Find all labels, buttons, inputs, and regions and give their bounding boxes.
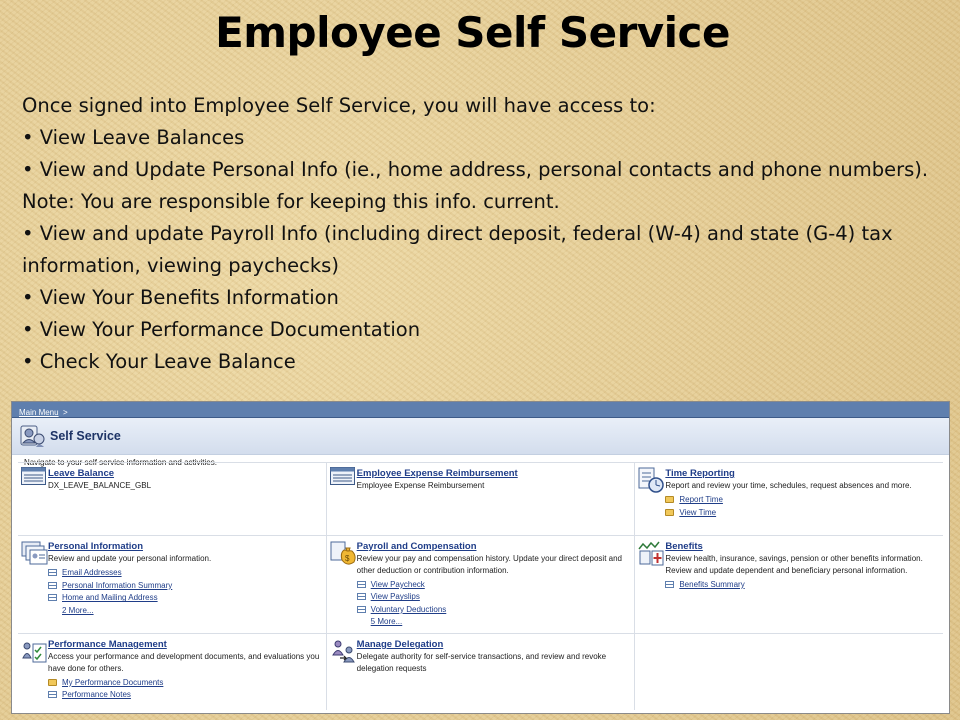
tile-description: Access your performance and development documents, and evaluations you have done for others. (48, 652, 320, 673)
tile-row (18, 462, 943, 535)
table-icon (21, 467, 46, 490)
tile-title-link[interactable]: Leave Balance (48, 468, 115, 479)
tile-links (665, 494, 940, 519)
tile-time-reporting (635, 463, 943, 535)
list-item (48, 689, 323, 702)
page-icon (48, 594, 57, 601)
list-item (357, 603, 632, 616)
tile-row (18, 535, 943, 633)
intro-text-block (22, 90, 942, 378)
list-item (665, 494, 940, 507)
page-icon (357, 581, 366, 588)
bullet-item: • Check Your Leave Balance (22, 346, 942, 378)
profile-cards-icon (21, 540, 49, 573)
tile-description: Delegate authority for self-service transactions, and review and revoke delegation requests (356, 652, 607, 673)
tile-title-link[interactable]: Time Reporting (665, 468, 735, 479)
page-title: Self Service (50, 429, 121, 443)
tile-manage-delegation (327, 634, 636, 710)
tile-description: Report and review your time, schedules, request absences and more. (665, 481, 912, 490)
self-service-screenshot (11, 401, 950, 714)
folder-icon (48, 679, 57, 686)
bullet-item: • View and Update Personal Info (ie., home address, personal contacts and phone numbers). Note: You are responsible for keeping this info. current. (22, 154, 942, 218)
tile-grid (18, 462, 943, 710)
performance-notes-link[interactable]: Performance Notes (62, 690, 131, 700)
tile-links (357, 578, 632, 628)
tile-payroll-compensation (327, 536, 636, 633)
tile-benefits (635, 536, 943, 633)
bullet-item: • View Your Benefits Information (22, 282, 942, 314)
breadcrumb-main-menu[interactable]: Main Menu (19, 408, 59, 417)
page-subtitle: Navigate to your self service information and activities. (24, 458, 217, 467)
tile-description: Review and update your personal information. (48, 554, 212, 563)
tile-title-link[interactable]: Performance Management (48, 639, 167, 650)
tile-leave-balance (18, 463, 327, 535)
page-header (12, 418, 949, 455)
tile-title-link[interactable]: Personal Information (48, 541, 144, 552)
tile-row (18, 633, 943, 710)
tile-expense-reimbursement (327, 463, 636, 535)
folder-icon (665, 496, 674, 503)
table-icon (330, 467, 355, 490)
home-mailing-address-link[interactable]: Home and Mailing Address (62, 593, 158, 603)
money-bag-icon (330, 540, 358, 573)
delegation-people-icon (330, 638, 358, 671)
list-item (48, 567, 323, 580)
benefits-summary-link[interactable]: Benefits Summary (679, 579, 745, 589)
list-item (665, 578, 940, 591)
page-icon (48, 582, 57, 589)
breadcrumb-separator: > (63, 408, 68, 417)
email-addresses-link[interactable]: Email Addresses (62, 568, 122, 578)
list-item (48, 579, 323, 592)
performance-checklist-icon (21, 638, 49, 671)
slide-title: Employee Self Service (215, 8, 730, 57)
tile-description: DX_LEAVE_BALANCE_GBL (48, 481, 152, 490)
clock-document-icon (638, 467, 666, 500)
list-item (48, 592, 323, 605)
list-item (665, 506, 940, 519)
list-item (357, 616, 632, 629)
list-item (48, 604, 323, 617)
view-payslips-link[interactable]: View Payslips (370, 592, 420, 602)
page-icon (665, 581, 674, 588)
svg-text:$: $ (344, 554, 350, 563)
page-icon (357, 593, 366, 600)
list-item (48, 676, 323, 689)
tile-description: Review health, insurance, savings, pension or other benefits information. Review and update dependent and beneficiary personal information. (665, 554, 923, 575)
intro-line: Once signed into Employee Self Service, you will have access to: (22, 94, 656, 117)
tile-title-link[interactable]: Manage Delegation (356, 639, 444, 650)
tile-description: Review your pay and compensation history. Update your direct deposit and other deduction or contribution information. (356, 554, 623, 575)
tile-title-link[interactable]: Employee Expense Reimbursement (356, 468, 518, 479)
tile-links (665, 578, 940, 591)
benefits-chart-icon (638, 540, 666, 573)
view-paycheck-link[interactable]: View Paycheck (370, 579, 425, 589)
more-link[interactable]: 2 More... (62, 605, 94, 615)
tile-links (48, 676, 323, 701)
tile-links (48, 567, 323, 617)
view-time-link[interactable]: View Time (679, 507, 717, 517)
page-icon (357, 606, 366, 613)
tile-personal-information (18, 536, 327, 633)
tile-title-link[interactable]: Benefits (665, 541, 703, 552)
bullet-item: • View Leave Balances (22, 122, 942, 154)
self-service-icon (18, 422, 46, 455)
page-icon (48, 691, 57, 698)
tile-title-link[interactable]: Payroll and Compensation (356, 541, 477, 552)
voluntary-deductions-link[interactable]: Voluntary Deductions (370, 604, 447, 614)
more-link[interactable]: 5 More... (370, 617, 403, 627)
tile-description: Employee Expense Reimbursement (356, 481, 485, 490)
page-icon (48, 569, 57, 576)
my-performance-documents-link[interactable]: My Performance Documents (62, 677, 164, 687)
report-time-link[interactable]: Report Time (679, 495, 723, 505)
tile-empty (635, 634, 943, 710)
tile-performance-management (18, 634, 327, 710)
folder-icon (665, 509, 674, 516)
breadcrumb (12, 402, 949, 418)
bullet-item: • View and update Payroll Info (including direct deposit, federal (W-4) and state (G-4) tax information, viewing paychecks) (22, 218, 942, 282)
bullet-item: • View Your Performance Documentation (22, 314, 942, 346)
list-item (357, 591, 632, 604)
list-item (357, 578, 632, 591)
personal-info-summary-link[interactable]: Personal Information Summary (62, 580, 173, 590)
